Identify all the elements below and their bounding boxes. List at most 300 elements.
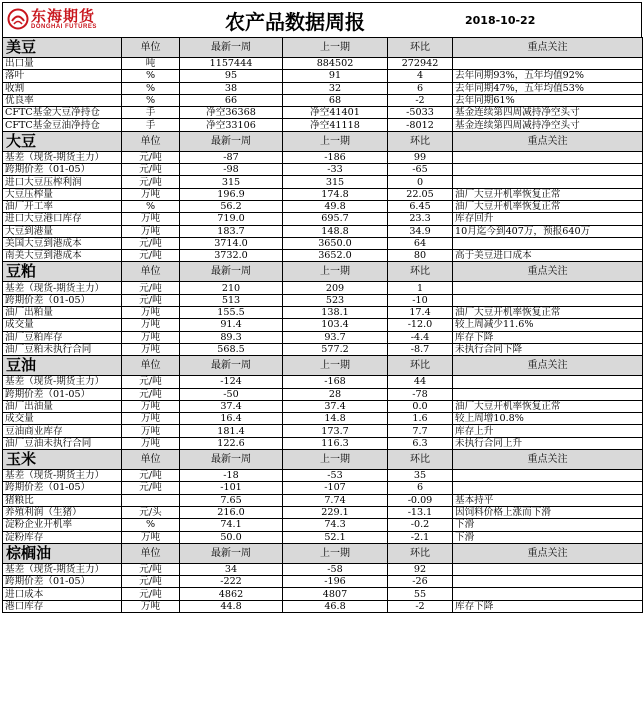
key-focus-cell — [453, 282, 643, 294]
key-focus-cell: 去年同期61% — [453, 94, 643, 106]
table-row — [3, 94, 643, 106]
latest-week-cell: 56.2 — [180, 200, 283, 212]
unit-cell: 元/吨 — [122, 388, 180, 400]
latest-week-cell: -18 — [180, 470, 283, 482]
latest-week-cell: 3732.0 — [180, 250, 283, 262]
metric-name: 基差（现货-期货主力） — [3, 376, 122, 388]
table-row — [3, 70, 643, 82]
key-focus-cell — [453, 376, 643, 388]
table-row — [3, 82, 643, 94]
logo-mark-icon — [7, 8, 29, 30]
metric-name: 成交量 — [3, 319, 122, 331]
column-header: 上一期 — [283, 356, 388, 376]
change-cell: 44 — [388, 376, 453, 388]
unit-cell: 万吨 — [122, 307, 180, 319]
table-row — [3, 588, 643, 600]
key-focus-cell — [453, 470, 643, 482]
key-focus-cell — [453, 294, 643, 306]
column-header: 重点关注 — [453, 131, 643, 151]
latest-week-cell: 216.0 — [180, 506, 283, 518]
latest-week-cell: -87 — [180, 151, 283, 163]
latest-week-cell: -50 — [180, 388, 283, 400]
previous-period-cell: 净空41401 — [283, 107, 388, 119]
metric-name: 大豆到港量 — [3, 225, 122, 237]
unit-cell — [122, 494, 180, 506]
change-cell: -26 — [388, 576, 453, 588]
key-focus-cell — [453, 576, 643, 588]
section-header-row — [3, 450, 643, 470]
column-header: 单位 — [122, 356, 180, 376]
latest-week-cell: 34 — [180, 563, 283, 575]
previous-period-cell: 209 — [283, 282, 388, 294]
key-focus-cell: 去年同期93%，五年均值92% — [453, 70, 643, 82]
metric-name: 进口成本 — [3, 588, 122, 600]
section-title: 豆粕 — [3, 262, 122, 282]
latest-week-cell: 37.4 — [180, 400, 283, 412]
metric-name: 油厂出粕量 — [3, 307, 122, 319]
table-row — [3, 506, 643, 518]
unit-cell: 万吨 — [122, 437, 180, 449]
unit-cell: % — [122, 94, 180, 106]
key-focus-cell: 库存下降 — [453, 600, 643, 612]
change-cell: -78 — [388, 388, 453, 400]
unit-cell: 元/吨 — [122, 164, 180, 176]
previous-period-cell: 315 — [283, 176, 388, 188]
change-cell: -8.7 — [388, 343, 453, 355]
table-row — [3, 119, 643, 131]
column-header: 环比 — [388, 38, 453, 58]
previous-period-cell: -196 — [283, 576, 388, 588]
latest-week-cell: 44.8 — [180, 600, 283, 612]
unit-cell: 元/吨 — [122, 151, 180, 163]
metric-name: 淀粉企业开机率 — [3, 519, 122, 531]
unit-cell: 元/吨 — [122, 294, 180, 306]
unit-cell: 元/吨 — [122, 237, 180, 249]
section-title: 美豆 — [3, 38, 122, 58]
table-row — [3, 413, 643, 425]
key-focus-cell — [453, 563, 643, 575]
latest-week-cell: 719.0 — [180, 213, 283, 225]
unit-cell: 手 — [122, 119, 180, 131]
latest-week-cell: 315 — [180, 176, 283, 188]
previous-period-cell: 3650.0 — [283, 237, 388, 249]
column-header: 最新一周 — [180, 450, 283, 470]
table-row — [3, 294, 643, 306]
unit-cell: 万吨 — [122, 213, 180, 225]
company-logo — [5, 5, 97, 35]
unit-cell: 元/吨 — [122, 250, 180, 262]
key-focus-cell: 未执行合同下降 — [453, 343, 643, 355]
unit-cell: 万吨 — [122, 331, 180, 343]
previous-period-cell: 523 — [283, 294, 388, 306]
key-focus-cell: 高于美豆进口成本 — [453, 250, 643, 262]
previous-period-cell: -186 — [283, 151, 388, 163]
latest-week-cell: 181.4 — [180, 425, 283, 437]
metric-name: 跨期价差（01-05） — [3, 164, 122, 176]
key-focus-cell — [453, 388, 643, 400]
unit-cell: 元/吨 — [122, 470, 180, 482]
key-focus-cell — [453, 237, 643, 249]
change-cell: 1.6 — [388, 413, 453, 425]
change-cell: 6 — [388, 82, 453, 94]
change-cell: -12.0 — [388, 319, 453, 331]
metric-name: 南美大豆到港成本 — [3, 250, 122, 262]
table-row — [3, 482, 643, 494]
change-cell: -65 — [388, 164, 453, 176]
unit-cell: % — [122, 82, 180, 94]
latest-week-cell: 66 — [180, 94, 283, 106]
previous-period-cell: 577.2 — [283, 343, 388, 355]
column-header: 环比 — [388, 131, 453, 151]
unit-cell: 万吨 — [122, 400, 180, 412]
previous-period-cell: 695.7 — [283, 213, 388, 225]
latest-week-cell: 1157444 — [180, 58, 283, 70]
latest-week-cell: -98 — [180, 164, 283, 176]
metric-name: 基差（现货-期货主力） — [3, 282, 122, 294]
change-cell: 35 — [388, 470, 453, 482]
unit-cell: 吨 — [122, 58, 180, 70]
logo-text-en: DONGHAI FUTURES — [31, 24, 97, 30]
change-cell: 7.7 — [388, 425, 453, 437]
metric-name: 进口大豆压榨利润 — [3, 176, 122, 188]
key-focus-cell: 油厂大豆开机率恢复正常 — [453, 400, 643, 412]
column-header: 环比 — [388, 543, 453, 563]
previous-period-cell: 74.3 — [283, 519, 388, 531]
table-row — [3, 388, 643, 400]
change-cell: 6.3 — [388, 437, 453, 449]
unit-cell: 万吨 — [122, 188, 180, 200]
column-header: 最新一周 — [180, 262, 283, 282]
key-focus-cell: 下滑 — [453, 531, 643, 543]
table-row — [3, 107, 643, 119]
previous-period-cell: 173.7 — [283, 425, 388, 437]
change-cell: -2 — [388, 94, 453, 106]
previous-period-cell: -107 — [283, 482, 388, 494]
latest-week-cell: -124 — [180, 376, 283, 388]
latest-week-cell: -222 — [180, 576, 283, 588]
key-focus-cell: 基金连续第四周减持净空头寸 — [453, 119, 643, 131]
metric-name: 成交量 — [3, 413, 122, 425]
metric-name: 收割 — [3, 82, 122, 94]
unit-cell: 元/吨 — [122, 282, 180, 294]
key-focus-cell — [453, 58, 643, 70]
unit-cell: 万吨 — [122, 531, 180, 543]
change-cell: 23.3 — [388, 213, 453, 225]
key-focus-cell: 油厂大豆开机率恢复正常 — [453, 307, 643, 319]
previous-period-cell: 37.4 — [283, 400, 388, 412]
key-focus-cell — [453, 176, 643, 188]
change-cell: -13.1 — [388, 506, 453, 518]
metric-name: CFTC基金豆油净持仓 — [3, 119, 122, 131]
data-table — [2, 37, 643, 613]
change-cell: 0 — [388, 176, 453, 188]
latest-week-cell: 16.4 — [180, 413, 283, 425]
column-header: 重点关注 — [453, 262, 643, 282]
change-cell: -4.4 — [388, 331, 453, 343]
previous-period-cell: 229.1 — [283, 506, 388, 518]
column-header: 单位 — [122, 262, 180, 282]
change-cell: 34.9 — [388, 225, 453, 237]
metric-name: 油厂出油量 — [3, 400, 122, 412]
change-cell: 22.05 — [388, 188, 453, 200]
change-cell: -2.1 — [388, 531, 453, 543]
change-cell: -2 — [388, 600, 453, 612]
table-row — [3, 531, 643, 543]
unit-cell: 万吨 — [122, 343, 180, 355]
previous-period-cell: 49.8 — [283, 200, 388, 212]
key-focus-cell: 下滑 — [453, 519, 643, 531]
key-focus-cell: 基本持平 — [453, 494, 643, 506]
report-sheet — [2, 2, 642, 613]
metric-name: 基差（现货-期货主力） — [3, 470, 122, 482]
latest-week-cell: 38 — [180, 82, 283, 94]
table-row — [3, 58, 643, 70]
latest-week-cell: 净空36368 — [180, 107, 283, 119]
change-cell: -5033 — [388, 107, 453, 119]
metric-name: 美国大豆到港成本 — [3, 237, 122, 249]
key-focus-cell: 10月迄今到407万，预报640万 — [453, 225, 643, 237]
table-row — [3, 307, 643, 319]
metric-name: 基差（现货-期货主力） — [3, 151, 122, 163]
table-row — [3, 213, 643, 225]
change-cell: 80 — [388, 250, 453, 262]
key-focus-cell: 未执行合同上升 — [453, 437, 643, 449]
section-title: 棕榈油 — [3, 543, 122, 563]
section-title: 大豆 — [3, 131, 122, 151]
column-header: 单位 — [122, 543, 180, 563]
previous-period-cell: -53 — [283, 470, 388, 482]
column-header: 重点关注 — [453, 450, 643, 470]
key-focus-cell: 基金连续第四周减持净空头寸 — [453, 107, 643, 119]
previous-period-cell: 103.4 — [283, 319, 388, 331]
column-header: 重点关注 — [453, 38, 643, 58]
metric-name: 养殖利润（生猪） — [3, 506, 122, 518]
previous-period-cell: 3652.0 — [283, 250, 388, 262]
metric-name: 油厂豆粕未执行合同 — [3, 343, 122, 355]
column-header: 单位 — [122, 450, 180, 470]
table-row — [3, 519, 643, 531]
metric-name: 跨期价差（01-05） — [3, 576, 122, 588]
metric-name: 大豆压榨量 — [3, 188, 122, 200]
change-cell: 17.4 — [388, 307, 453, 319]
report-date: 2018-10-22 — [465, 14, 536, 27]
latest-week-cell: 净空33106 — [180, 119, 283, 131]
metric-name: 港口库存 — [3, 600, 122, 612]
column-header: 上一期 — [283, 38, 388, 58]
table-row — [3, 331, 643, 343]
metric-name: 跨期价差（01-05） — [3, 388, 122, 400]
key-focus-cell: 库存下降 — [453, 331, 643, 343]
column-header: 重点关注 — [453, 543, 643, 563]
key-focus-cell: 库存上升 — [453, 425, 643, 437]
previous-period-cell: -168 — [283, 376, 388, 388]
previous-period-cell: 138.1 — [283, 307, 388, 319]
metric-name: 落叶 — [3, 70, 122, 82]
change-cell: 92 — [388, 563, 453, 575]
key-focus-cell: 库存回升 — [453, 213, 643, 225]
table-row — [3, 563, 643, 575]
section-title: 玉米 — [3, 450, 122, 470]
latest-week-cell: 155.5 — [180, 307, 283, 319]
unit-cell: 元/头 — [122, 506, 180, 518]
previous-period-cell: -58 — [283, 563, 388, 575]
table-row — [3, 470, 643, 482]
previous-period-cell: 91 — [283, 70, 388, 82]
section-header-row — [3, 38, 643, 58]
change-cell: 4 — [388, 70, 453, 82]
table-row — [3, 282, 643, 294]
latest-week-cell: -101 — [180, 482, 283, 494]
table-row — [3, 188, 643, 200]
metric-name: 基差（现货-期货主力） — [3, 563, 122, 575]
latest-week-cell: 3714.0 — [180, 237, 283, 249]
section-header-row — [3, 543, 643, 563]
previous-period-cell: 32 — [283, 82, 388, 94]
table-row — [3, 319, 643, 331]
change-cell: -0.2 — [388, 519, 453, 531]
column-header: 环比 — [388, 356, 453, 376]
metric-name: 猪粮比 — [3, 494, 122, 506]
change-cell: 1 — [388, 282, 453, 294]
previous-period-cell: 93.7 — [283, 331, 388, 343]
metric-name: 跨期价差（01-05） — [3, 294, 122, 306]
previous-period-cell: 14.8 — [283, 413, 388, 425]
previous-period-cell: 46.8 — [283, 600, 388, 612]
column-header: 上一期 — [283, 450, 388, 470]
column-header: 重点关注 — [453, 356, 643, 376]
key-focus-cell: 油厂大豆开机率恢复正常 — [453, 188, 643, 200]
unit-cell: 元/吨 — [122, 588, 180, 600]
unit-cell: 万吨 — [122, 413, 180, 425]
unit-cell: % — [122, 519, 180, 531]
change-cell: -8012 — [388, 119, 453, 131]
unit-cell: 元/吨 — [122, 176, 180, 188]
table-row — [3, 494, 643, 506]
metric-name: 出口量 — [3, 58, 122, 70]
key-focus-cell — [453, 151, 643, 163]
metric-name: 豆油商业库存 — [3, 425, 122, 437]
column-header: 最新一周 — [180, 131, 283, 151]
metric-name: 油厂开工率 — [3, 200, 122, 212]
previous-period-cell: 174.8 — [283, 188, 388, 200]
column-header: 最新一周 — [180, 543, 283, 563]
table-row — [3, 176, 643, 188]
latest-week-cell: 95 — [180, 70, 283, 82]
change-cell: 0.0 — [388, 400, 453, 412]
table-row — [3, 200, 643, 212]
metric-name: 跨期价差（01-05） — [3, 482, 122, 494]
change-cell: 6 — [388, 482, 453, 494]
key-focus-cell: 去年同期47%，五年均值53% — [453, 82, 643, 94]
change-cell: 272942 — [388, 58, 453, 70]
unit-cell: 万吨 — [122, 600, 180, 612]
column-header: 上一期 — [283, 262, 388, 282]
report-title: 农产品数据周报 — [225, 10, 365, 34]
column-header: 上一期 — [283, 131, 388, 151]
change-cell: -0.09 — [388, 494, 453, 506]
previous-period-cell: 884502 — [283, 58, 388, 70]
change-cell: 6.45 — [388, 200, 453, 212]
unit-cell: 万吨 — [122, 425, 180, 437]
table-row — [3, 425, 643, 437]
unit-cell: 元/吨 — [122, 576, 180, 588]
table-row — [3, 343, 643, 355]
section-header-row — [3, 131, 643, 151]
change-cell: 64 — [388, 237, 453, 249]
previous-period-cell: 净空41118 — [283, 119, 388, 131]
latest-week-cell: 568.5 — [180, 343, 283, 355]
latest-week-cell: 4862 — [180, 588, 283, 600]
previous-period-cell: 52.1 — [283, 531, 388, 543]
key-focus-cell — [453, 588, 643, 600]
previous-period-cell: 116.3 — [283, 437, 388, 449]
latest-week-cell: 89.3 — [180, 331, 283, 343]
previous-period-cell: 68 — [283, 94, 388, 106]
report-header — [2, 2, 642, 37]
table-row — [3, 437, 643, 449]
table-row — [3, 400, 643, 412]
column-header: 环比 — [388, 450, 453, 470]
key-focus-cell: 较上周减少11.6% — [453, 319, 643, 331]
unit-cell: % — [122, 200, 180, 212]
previous-period-cell: 28 — [283, 388, 388, 400]
column-header: 单位 — [122, 38, 180, 58]
metric-name: 进口大豆港口库存 — [3, 213, 122, 225]
section-header-row — [3, 262, 643, 282]
unit-cell: 万吨 — [122, 319, 180, 331]
metric-name: CFTC基金大豆净持仓 — [3, 107, 122, 119]
change-cell: 99 — [388, 151, 453, 163]
column-header: 最新一周 — [180, 356, 283, 376]
previous-period-cell: -33 — [283, 164, 388, 176]
unit-cell: 万吨 — [122, 225, 180, 237]
section-title: 豆油 — [3, 356, 122, 376]
latest-week-cell: 74.1 — [180, 519, 283, 531]
table-row — [3, 576, 643, 588]
metric-name: 优良率 — [3, 94, 122, 106]
key-focus-cell: 较上周增10.8% — [453, 413, 643, 425]
metric-name: 油厂豆油未执行合同 — [3, 437, 122, 449]
change-cell: 55 — [388, 588, 453, 600]
key-focus-cell — [453, 482, 643, 494]
previous-period-cell: 7.74 — [283, 494, 388, 506]
column-header: 单位 — [122, 131, 180, 151]
previous-period-cell: 4807 — [283, 588, 388, 600]
table-row — [3, 376, 643, 388]
previous-period-cell: 148.8 — [283, 225, 388, 237]
latest-week-cell: 122.6 — [180, 437, 283, 449]
key-focus-cell — [453, 164, 643, 176]
unit-cell: 元/吨 — [122, 376, 180, 388]
column-header: 环比 — [388, 262, 453, 282]
latest-week-cell: 183.7 — [180, 225, 283, 237]
table-row — [3, 600, 643, 612]
table-row — [3, 225, 643, 237]
latest-week-cell: 7.65 — [180, 494, 283, 506]
latest-week-cell: 91.4 — [180, 319, 283, 331]
metric-name: 淀粉库存 — [3, 531, 122, 543]
unit-cell: % — [122, 70, 180, 82]
unit-cell: 元/吨 — [122, 563, 180, 575]
key-focus-cell: 油厂大豆开机率恢复正常 — [453, 200, 643, 212]
unit-cell: 元/吨 — [122, 482, 180, 494]
unit-cell: 手 — [122, 107, 180, 119]
column-header: 上一期 — [283, 543, 388, 563]
table-row — [3, 250, 643, 262]
latest-week-cell: 196.9 — [180, 188, 283, 200]
logo-text-cn: 东海期货 — [31, 7, 96, 25]
change-cell: -10 — [388, 294, 453, 306]
